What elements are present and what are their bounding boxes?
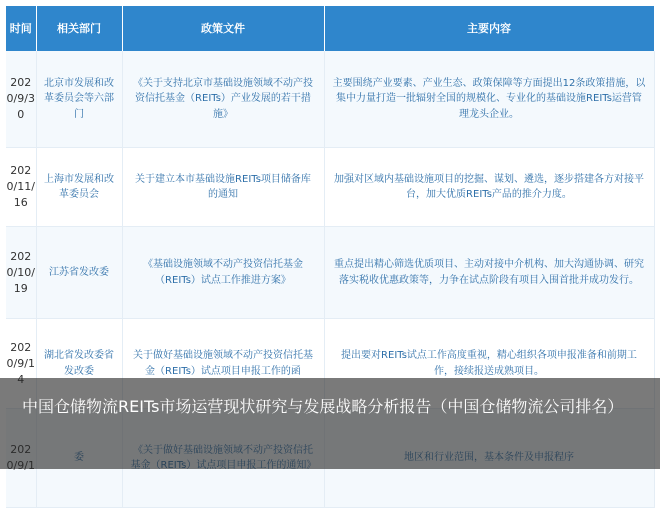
table-row: [6, 51, 654, 148]
cell-dept: 上海市发展和改革委员会: [36, 148, 122, 227]
cell-file: 关于做好基础设施领域不动产投资信托基金（REITs）试点项目申报工作的函: [122, 319, 324, 409]
header-file: 政策文件: [122, 6, 324, 51]
table-row: [6, 148, 654, 227]
caption-overlay: [0, 378, 660, 469]
cell-dept: 江苏省发改委: [36, 227, 122, 319]
cell-main: 主要围绕产业要素、产业生态、政策保障等方面提出12条政策措施，以集中力量打造一批辐射全国的规模化、专业化的基础设施REITs运营管理龙头企业。: [324, 51, 654, 148]
cell-time: 2020/9/1: [6, 319, 36, 409]
header-main: 主要内容: [324, 6, 654, 51]
cell-dept: 北京市发展和改革委员会等六部门: [36, 51, 122, 148]
header-time: 时间: [6, 6, 36, 51]
cell-main: 重点提出精心筛选优质项目、主动对接中介机构、加大沟通协调、研究落实税收优惠政策等，力争在试点阶段有项目入围首批并成功发行。: [324, 227, 654, 319]
cell-file: 《关于支持北京市基础设施领域不动产投资信托基金（REITs）产业发展的若干措施》: [122, 51, 324, 148]
cell-main: 提出要对REITs试点工作高度重视，精心组织各项申报准备和前期工作，接续报送成熟项目。: [324, 319, 654, 409]
cell-dept: 湖北省发改委省发改委: [36, 319, 122, 409]
table-header-row: [6, 6, 654, 51]
cell-file: 关于建立本市基础设施REITs项目储备库的通知: [122, 148, 324, 227]
caption-text: 中国仓储物流REITs市场运营现状研究与发展战略分析报告（中国仓储物流公司排名）: [22, 397, 624, 416]
cell-time: 2020/9/30: [6, 51, 36, 148]
table-row: [6, 227, 654, 319]
header-dept: 相关部门: [36, 6, 122, 51]
cell-file: 《基础设施领域不动产投资信托基金（REITs）试点工作推进方案》: [122, 227, 324, 319]
cell-time: 2020/11/16: [6, 148, 36, 227]
cell-time: 2020/10/19: [6, 227, 36, 319]
cell-main: 加强对区域内基础设施项目的挖掘、谋划、遴选，逐步搭建各方对接平台，加大优质REITs产品的推介力度。: [324, 148, 654, 227]
